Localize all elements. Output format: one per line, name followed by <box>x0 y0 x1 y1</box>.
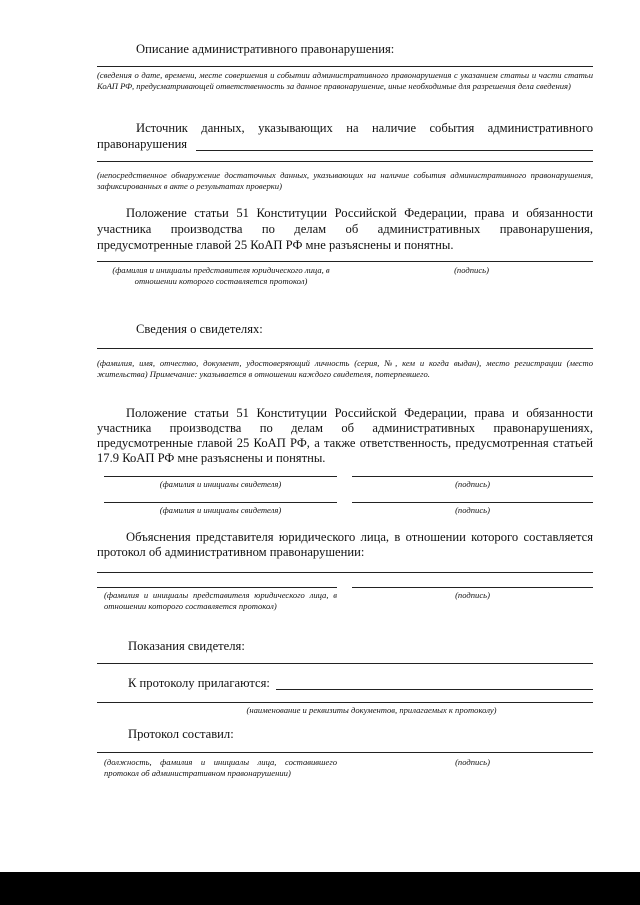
witness1-name-line[interactable] <box>104 476 337 477</box>
witness1-signature-line[interactable] <box>352 476 593 477</box>
witness-note: (фамилия, имя, отчество, документ, удостоверяющий личность (серия, №, кем и когда выдан), место регистрации (место жительства) Примечание: указывается в отношении каждого свидетеля, потерпевшего. <box>97 358 593 379</box>
attachments-fill-line-2[interactable] <box>97 702 593 703</box>
constitution-text-1-line2: участника производства по делам об административных правонарушения, <box>97 222 593 236</box>
rep-signature-line[interactable] <box>97 261 593 262</box>
attachments-label: К протоколу прилагаются: <box>128 676 270 690</box>
rep2-signature-note: (подпись) <box>455 590 490 600</box>
rep2-name-note: (фамилия и инициалы представителя юридического лица, в отношении которого составляется протокол) <box>104 590 337 611</box>
constitution-text-1-line3: предусмотренные главой 25 КоАП РФ мне разъяснены и понятны. <box>97 238 454 252</box>
compiler-signature-line[interactable] <box>97 752 593 753</box>
rep-signature-note: (подпись) <box>454 265 489 275</box>
witness-line[interactable] <box>97 348 593 349</box>
scan-bottom-border <box>0 872 640 905</box>
testimony-heading: Показания свидетеля: <box>128 639 245 653</box>
source-fill-line-2[interactable] <box>97 161 593 162</box>
attachments-note: (наименование и реквизиты документов, прилагаемых к протоколу) <box>246 705 497 715</box>
rep2-signature-line[interactable] <box>352 587 593 588</box>
source-fill-line[interactable] <box>196 150 593 151</box>
rep2-name-line[interactable] <box>97 587 337 588</box>
source-text-line1: Источник данных, указывающих на наличие события административного <box>136 121 593 135</box>
constitution-text-2-line4: 17.9 КоАП РФ мне разъяснены и понятны. <box>97 451 326 465</box>
description-note: (сведения о дате, времени, месте совершения и событии административного правонарушения с указанием статьи и части статьи КоАП РФ, предусматривающей ответственность за данное правонарушение, иные необходимые для разрешения дела сведения) <box>97 70 593 91</box>
compiler-name-note: (должность, фамилия и инициалы лица, составившего протокол об административном правонарушении) <box>104 757 337 778</box>
witness2-signature-line[interactable] <box>352 502 593 503</box>
description-heading: Описание административного правонарушения: <box>136 42 395 56</box>
witness2-signature-note: (подпись) <box>455 505 490 515</box>
constitution-text-2-line1: Положение статьи 51 Конституции Российской Федерации, права и обязанности <box>126 406 593 420</box>
source-note: (непосредственное обнаружение достаточных данных, указывающих на наличие события административного правонарушения, зафиксированных в акте о результатах проверки) <box>97 170 593 191</box>
witness2-name-line[interactable] <box>104 502 337 503</box>
source-text-line2: правонарушения <box>97 137 188 151</box>
compiled-heading: Протокол составил: <box>128 727 234 741</box>
explanation-line2: протокол об административном правонарушении: <box>97 545 365 559</box>
explanation-line1: Объяснения представителя юридического лица, в отношении которого составляется <box>126 530 593 544</box>
constitution-text-2-line2: участника производства по делам об административных правонарушениях, <box>97 421 593 435</box>
compiler-signature-note: (подпись) <box>455 757 490 767</box>
rep-name-note: (фамилия и инициалы представителя юридического лица, в отношении которого составляется протокол) <box>112 265 330 286</box>
constitution-text-1-line1: Положение статьи 51 Конституции Российской Федерации, права и обязанности <box>126 206 593 220</box>
constitution-text-2-line3: предусмотренные главой 25 КоАП РФ, а также ответственность, предусмотренная статьей <box>97 436 593 450</box>
witness1-signature-note: (подпись) <box>455 479 490 489</box>
explanation-fill-line[interactable] <box>97 572 593 573</box>
testimony-line[interactable] <box>97 663 593 664</box>
witness1-name-note: (фамилия и инициалы свидетеля) <box>159 479 282 489</box>
attachments-fill-line[interactable] <box>276 689 593 690</box>
description-line[interactable] <box>97 66 593 67</box>
witness2-name-note: (фамилия и инициалы свидетеля) <box>159 505 282 515</box>
witness-heading: Сведения о свидетелях: <box>136 322 263 336</box>
